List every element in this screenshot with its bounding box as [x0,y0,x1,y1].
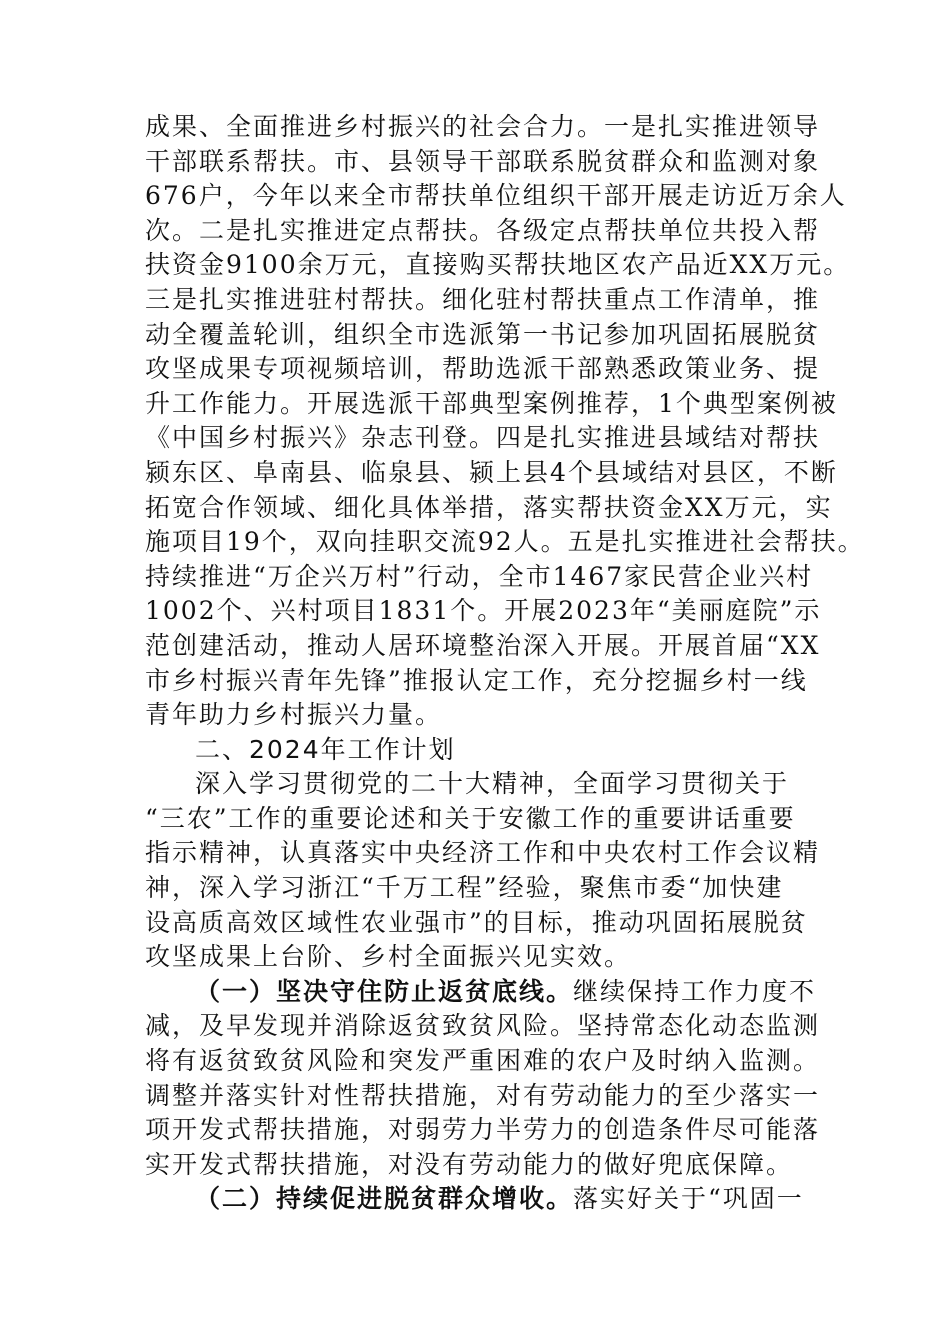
document-body [145,110,865,1217]
body-line: 《中国乡村振兴》杂志刊登。四是扎实推进县域结对帮扶 [145,423,821,453]
body-line: 减，及早发现并消除返贫致贫风险。坚持常态化动态监测 [145,1011,821,1041]
body-line: 设高质高效区域性农业强市”的目标，推动巩固拓展脱贫 [145,907,808,937]
body-line: 动全覆盖轮训，组织全市选派第一书记参加巩固拓展脱贫 [145,319,821,349]
item-2-title: （二）持续促进脱贫群众增收。 [195,1184,574,1214]
body-line: 指示精神，认真落实中央经济工作和中央农村工作会议精 [145,838,821,868]
body-line: 扶资金9100余万元，直接购买帮扶地区农产品近XX万元。 [145,250,851,280]
body-line: 干部联系帮扶。市、县领导干部联系脱贫群众和监测对象 [145,146,821,176]
item-1-title: （一）坚决守住防止返贫底线。 [195,976,574,1006]
body-line: 颍东区、阜南县、临泉县、颍上县4个县域结对县区，不断 [145,457,838,487]
body-line: 升工作能力。开展选派干部典型案例推荐，1个典型案例被 [145,388,838,418]
body-line: 调整并落实针对性帮扶措施，对有劳动能力的至少落实一 [145,1080,821,1110]
body-line: 三是扎实推进驻村帮扶。细化驻村帮扶重点工作清单，推 [145,284,821,314]
body-line: 1002个、兴村项目1831个。开展2023年“美丽庭院”示 [145,596,822,626]
body-line: 拓宽合作领域、细化具体举措，落实帮扶资金XX万元，实 [145,492,833,522]
item-1-first-line [145,975,817,1010]
body-line: 青年助力乡村振兴力量。 [145,700,443,730]
body-line: 实开发式帮扶措施，对没有劳动能力的做好兜底保障。 [145,1149,794,1179]
body-line: 持续推进“万企兴万村”行动，全市1467家民营企业兴村 [145,561,814,591]
body-line: 攻坚成果上台阶、乡村全面振兴见实效。 [145,942,632,972]
body-line: 成果、全面推进乡村振兴的社会合力。一是扎实推进领导 [145,112,821,141]
body-line: 攻坚成果专项视频培训，帮助选派干部熟悉政策业务、提 [145,354,821,384]
section-heading: 二、2024年工作计划 [195,734,456,764]
paragraph-first-line: 深入学习贯彻党的二十大精神，全面学习贯彻关于 [195,769,790,799]
item-2-text: 落实好关于“巩固一 [573,1184,804,1214]
body-line: 676户，今年以来全市帮扶单位组织干部开展走访近万余人 [145,181,847,211]
body-line: 市乡村振兴青年先锋”推报认定工作，充分挖掘乡村一线 [145,665,808,695]
body-line: “三农”工作的重要论述和关于安徽工作的重要讲话重要 [145,803,796,833]
body-line: 施项目19个，双向挂职交流92人。五是扎实推进社会帮扶。 [145,527,865,557]
item-1-text: 继续保持工作力度不 [573,976,817,1006]
body-line: 范创建活动，推动人居环境整治深入开展。开展首届“XX [145,630,821,660]
item-2-first-line [145,1182,810,1217]
body-line: 项开发式帮扶措施，对弱劳力半劳力的创造条件尽可能落 [145,1115,821,1145]
body-line: 神，深入学习浙江“千万工程”经验，聚焦市委“加快建 [145,873,784,903]
body-line: 次。二是扎实推进定点帮扶。各级定点帮扶单位共投入帮 [145,215,821,245]
body-line: 将有返贫致贫风险和突发严重困难的农户及时纳入监测。 [145,1046,821,1076]
